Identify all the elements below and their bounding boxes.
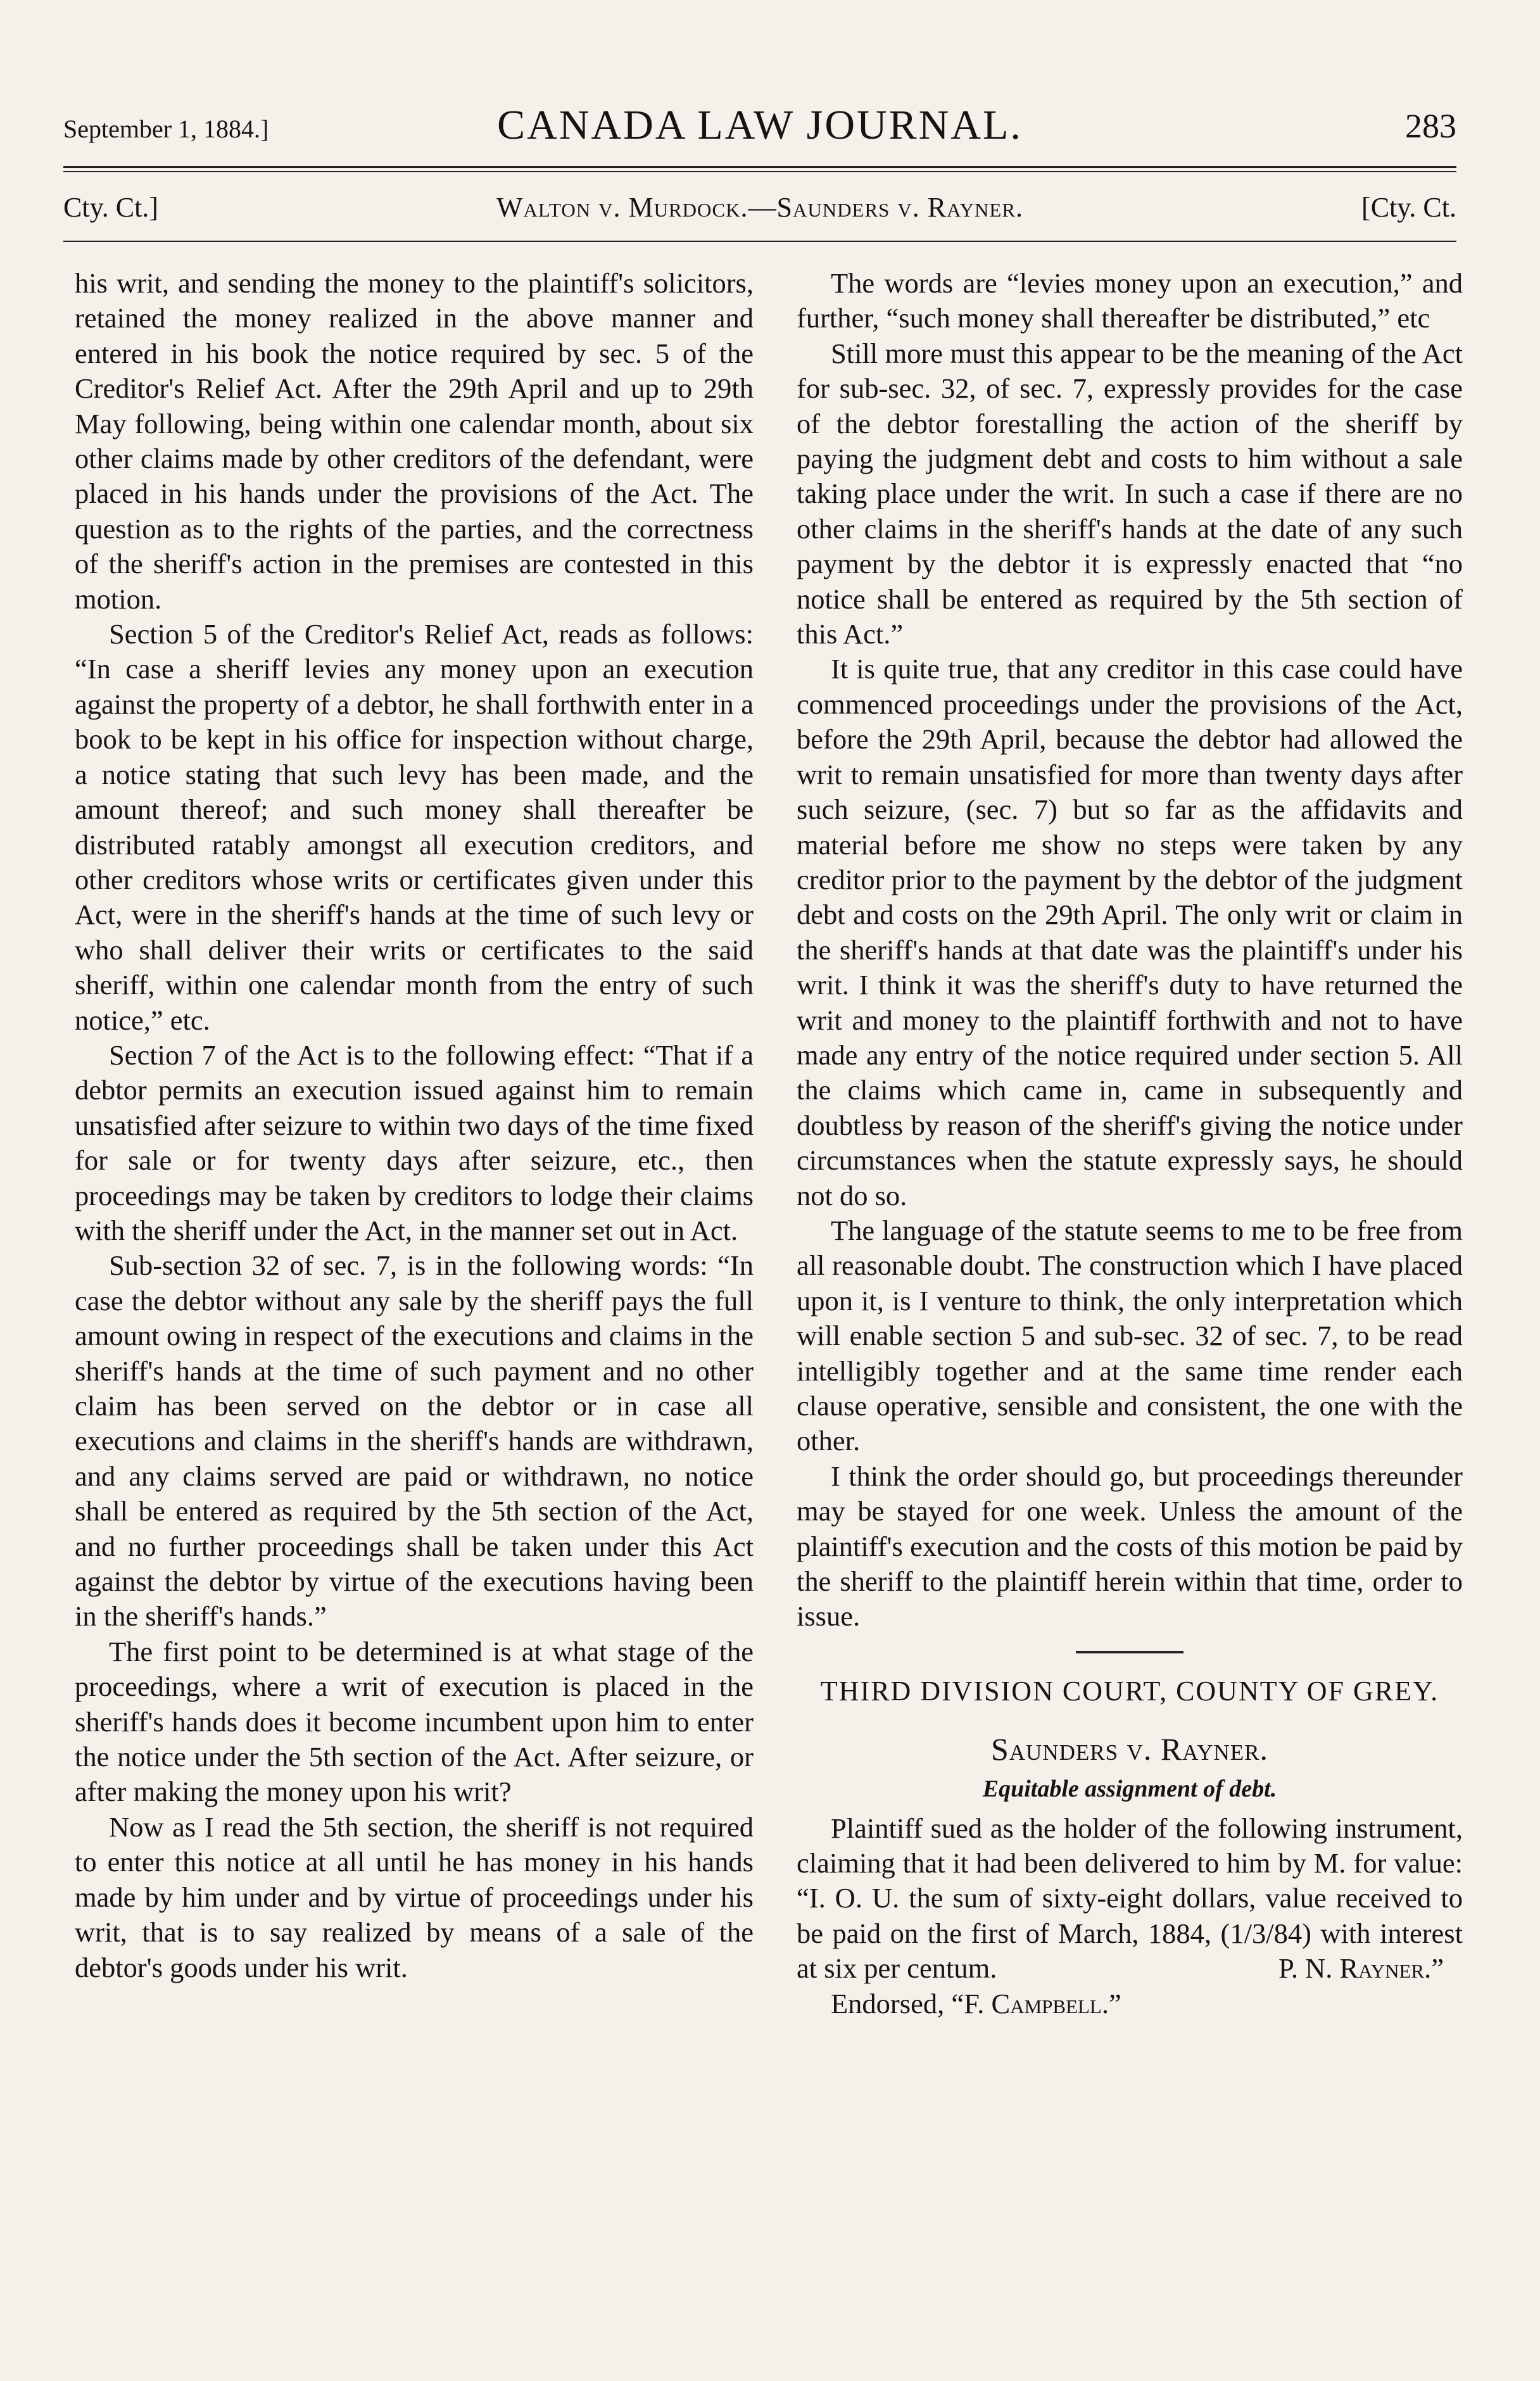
paragraph: The language of the statute seems to me to be free from all reasonable doubt. The construction which I have placed upon it, is I venture to think, the only interpretation which will enable section 5 and sub-sec. 32 of sec. 7, to be read intelligibly together and at the same time render each clause operative, sensible and consistent, the one with the other. (797, 1214, 1463, 1457)
instrument-text: Plaintiff sued as the holder of the following instrument, claiming that it had been delivered to him by M. for value: “I. O. U. the sum of sixty-eight dollars, value received to be paid on the first of March, 1884, (1/3/84) with interest at six per centum. (797, 1812, 1463, 1985)
endorsement (797, 1986, 1463, 2021)
header-rule-double (63, 171, 1456, 172)
paragraph: The words are “levies money upon an execution,” and further, “such money shall thereafter be distributed,” etc (797, 267, 1463, 334)
endorsed-suffix: ” (1109, 1987, 1121, 2019)
paragraph: It is quite true, that any creditor in this case could have commenced proceedings under the provisions of the Act, before the 29th April, because the debtor had allowed the writ to remain unsatisfied for more than twenty days after such seizure, (sec. 7) but so far as the affidavits and material before me show no steps were taken by any creditor prior to the payment by the debtor of the judgment debt and costs on the 29th April. The only writ or claim in the sheriff's hands at that date was the plaintiff's under his writ. I think it was the sheriff's duty to have returned the writ and money to the plaintiff forthwith and not to have made any entry of the notice required under section 5. All the claims which came in, came in subsequently and doubtless by reason of the sheriff's giving the notice under circumstances when the statute expressly says, he should not do so. (797, 653, 1463, 1211)
paragraph: Sub-section 32 of sec. 7, is in the following words: “In case the debtor without any sale by the sheriff pays the full amount owing in respect of the executions and claims in the sheriff's hands at the time of such payment and no other claim has been served on the debtor or in case all executions and claims in the sheriff's hands are withdrawn, and any claims served are paid or withdrawn, no notice shall be entered as required by the 5th section of the Act, and no further proceedings shall be taken under this Act against the debtor by virtue of the executions having been in the sheriff's hands.” (75, 1249, 754, 1633)
paragraph: Section 7 of the Act is to the following effect: “That if a debtor permits an execution issued against him to remain unsatisfied after seizure to within two days of the time fixed for sale or for twenty days after seizure, etc., then proceedings may be taken by creditors to lodge their claims with the sheriff under the Act, in the manner set out in Act. (75, 1039, 754, 1246)
header-rule-top (63, 166, 1456, 168)
case-title: Saunders v. Rayner. (990, 1731, 1269, 1767)
endorsed-prefix: Endorsed, “ (831, 1987, 964, 2019)
page-number: 283 (1405, 107, 1456, 145)
court-heading: THIRD DIVISION COURT, COUNTY OF GREY. (820, 1675, 1439, 1707)
case-names: Walton v. Murdock.—Saunders v. Rayner. (496, 192, 1024, 223)
paragraph: Still more must this appear to be the meaning of the Act for sub-sec. 32, of sec. 7, expressly provides for the case of the debtor forestalling the action of the sheriff by paying the judgment debt and costs to him without a sale taking place under the writ. In such a case if there are no other claims in the sheriff's hands at the date of any such payment by the debtor it is expressly enacted that “no notice shall be entered as required by the 5th section of this Act.” (797, 337, 1463, 650)
paragraph: his writ, and sending the money to the plaintiff's solicitors, retained the money realized in the above manner and entered in his book the notice required by sec. 5 of the Creditor's Relief Act. After the 29th April and up to 29th May following, being within one calendar month, about six other claims made by other creditors of the defendant, were placed in his hands under the provisions of the Act. The question as to the rights of the parties, and the correctness of the sheriff's action in the premises are contested in this motion. (75, 267, 754, 615)
page-header (63, 101, 1456, 165)
court-label-right: [Cty. Ct. (1361, 192, 1456, 223)
journal-title: CANADA LAW JOURNAL. (497, 102, 1023, 148)
case-subject: Equitable assignment of debt. (982, 1776, 1277, 1803)
signature: P. N. Rayner.” (1278, 1952, 1444, 1985)
paragraph: Now as I read the 5th section, the sheriff is not required to enter this notice at all until he has money in his hands made by him under and by virtue of proceedings under his writ, that is to say realized by means of a sale of the debtor's goods under his writ. (75, 1810, 754, 1983)
paragraph: The first point to be determined is at what stage of the proceedings, where a writ of execution is placed in the sheriff's hands does it become incumbent upon him to enter the notice under the 5th section of the Act. After seizure, or after making the money upon his writ? (75, 1635, 754, 1808)
right-column (797, 266, 1463, 2021)
paragraph: Section 5 of the Creditor's Relief Act, reads as follows: “In case a sheriff levies any money upon an execution against the property of a debtor, he shall forthwith enter in a book to be kept in his office for inspection without charge, a notice stating that such levy has been made, and the amount thereof; and such money shall thereafter be distributed ratably amongst all execution creditors, and other creditors whose writs or certificates given under this Act, were in the sheriff's hands at the time of such levy or who shall deliver their writs or certificates to the said sheriff, within one calendar month from the entry of such notice,” etc. (75, 618, 754, 1036)
court-label-left: Cty. Ct.] (63, 192, 158, 223)
issue-date: September 1, 1884.] (63, 115, 269, 143)
running-subheader (63, 187, 1456, 232)
paragraph (797, 1811, 1463, 1986)
endorser-name: F. Campbell. (964, 1987, 1109, 2019)
subheader-rule (63, 241, 1456, 242)
paragraph: I think the order should go, but proceedings thereunder may be stayed for one week. Unless the amount of the plaintiff's execution and the costs of this motion be paid by the sheriff to the plaintiff herein within that time, order to issue. (797, 1460, 1463, 1633)
section-divider (1076, 1651, 1183, 1653)
left-column (75, 266, 754, 1985)
